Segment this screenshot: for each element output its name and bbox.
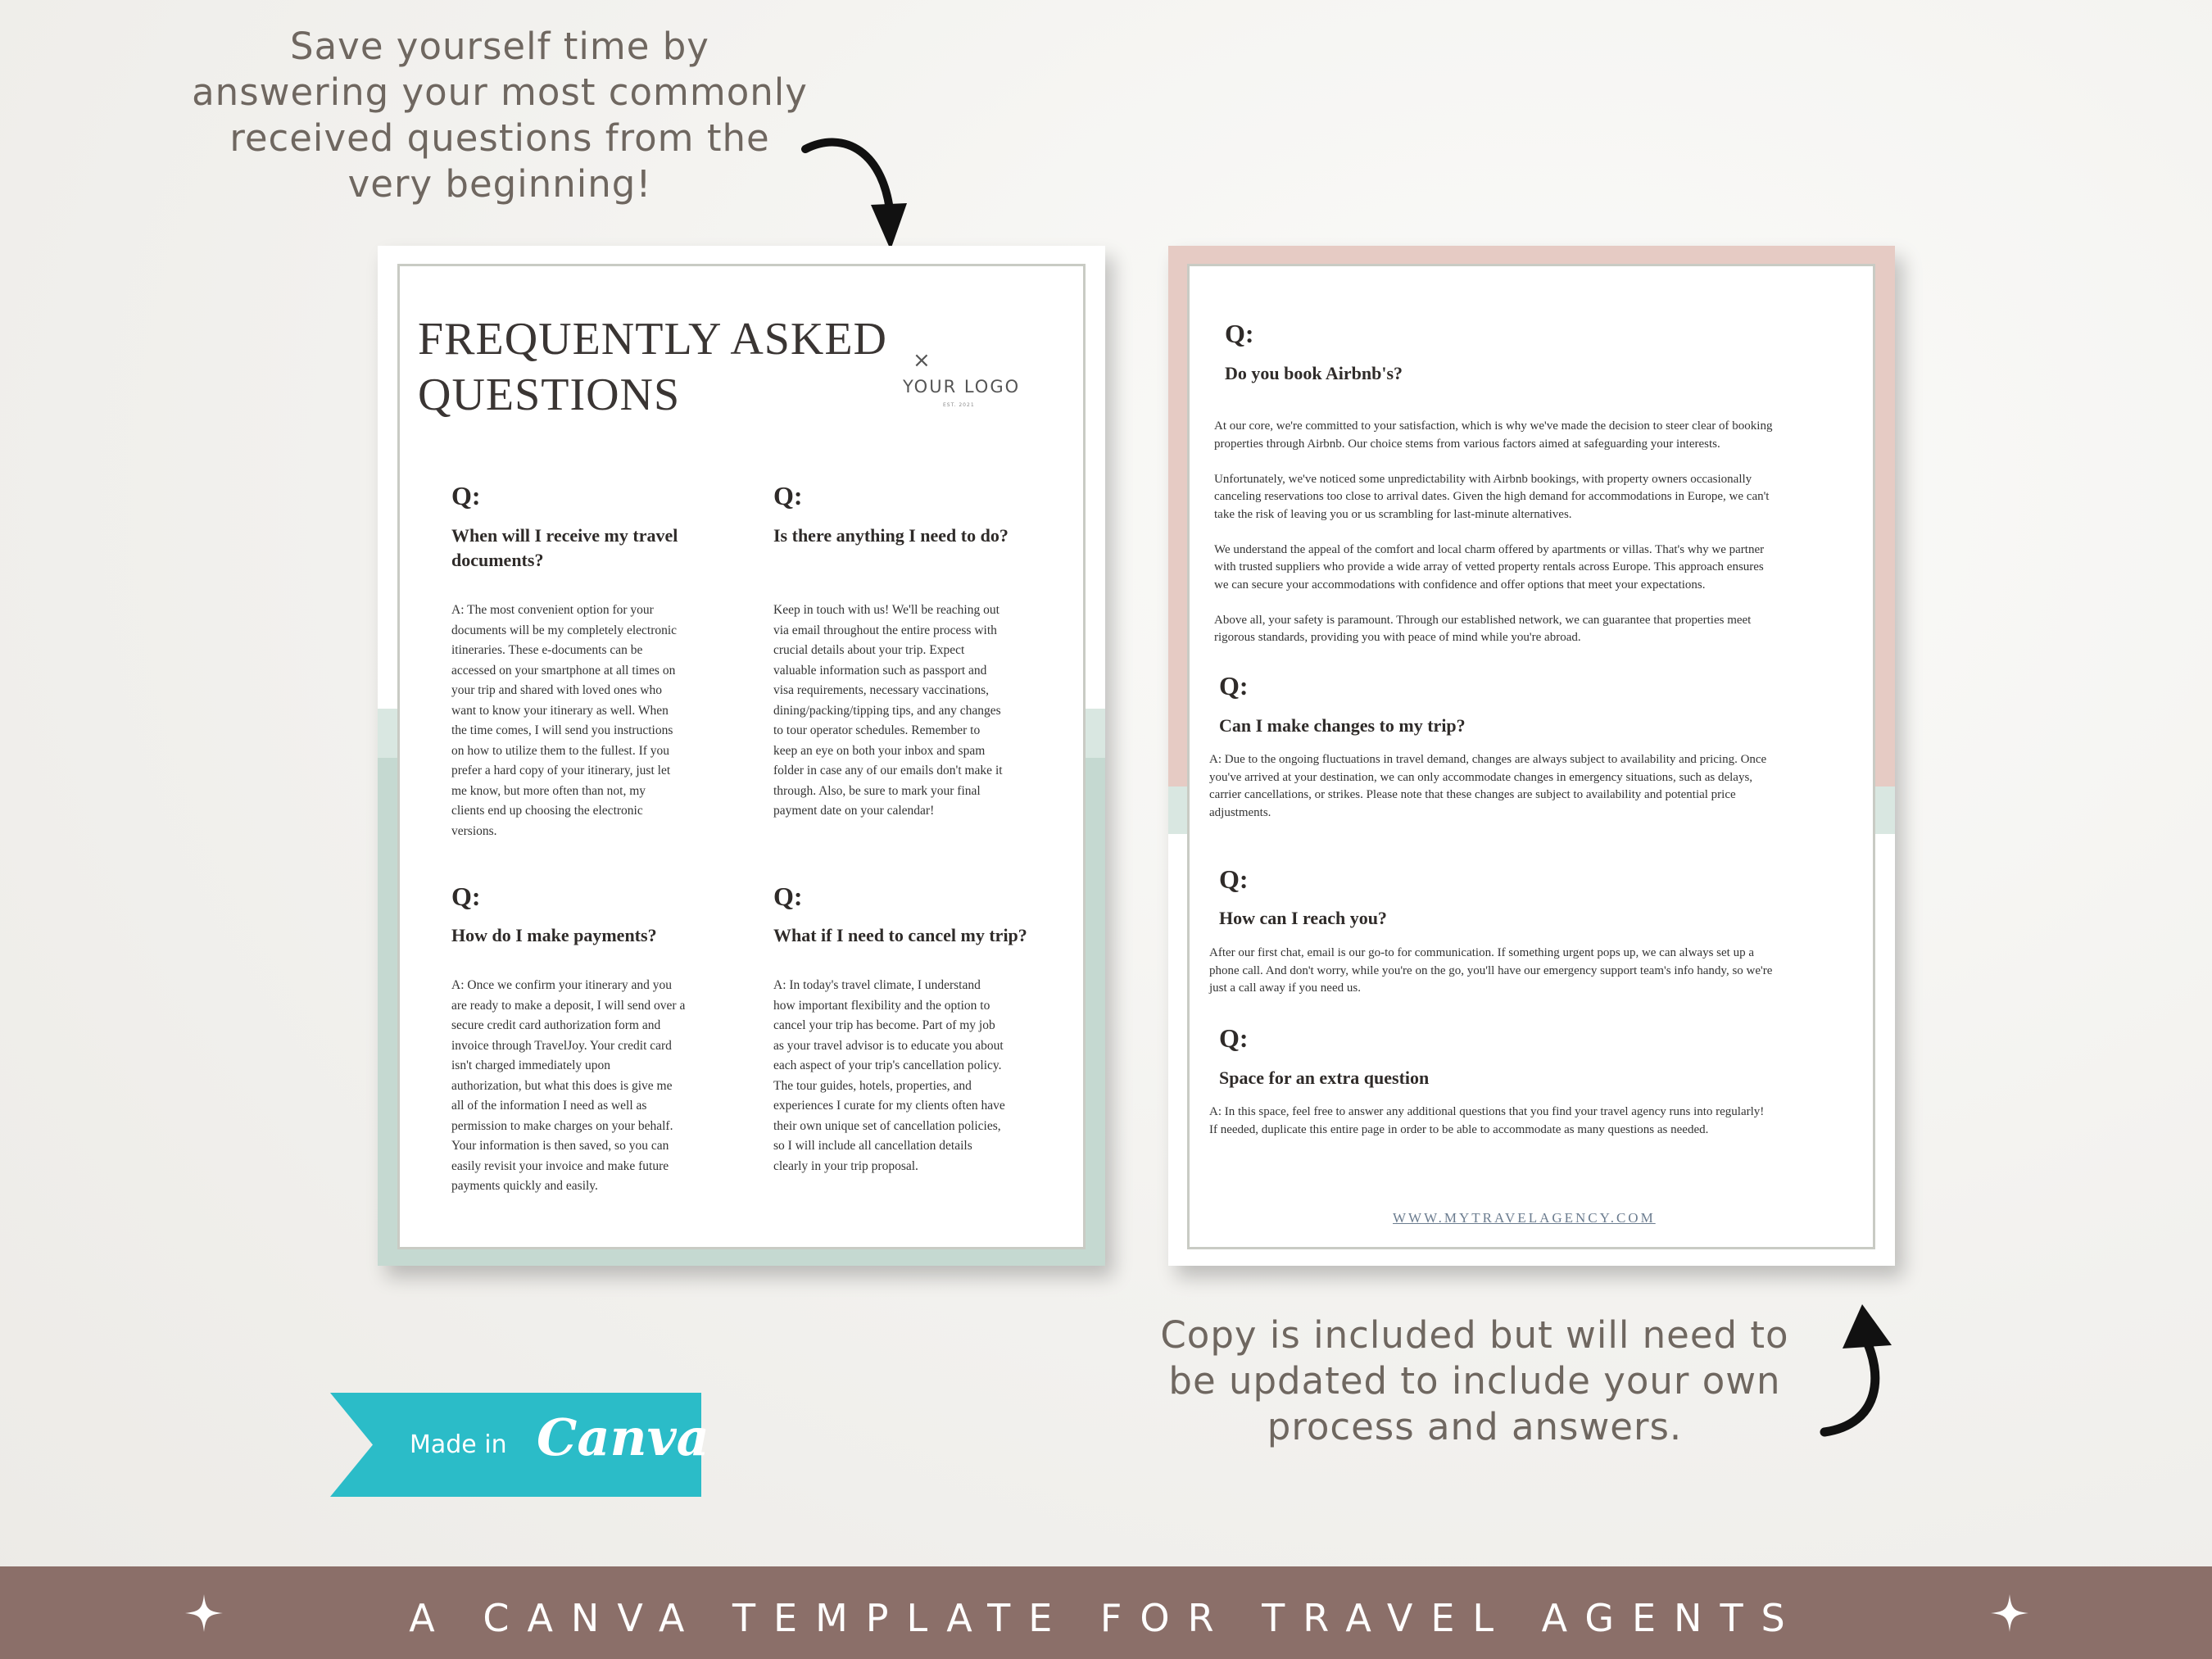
faq-question: Can I make changes to my trip?	[1219, 715, 1466, 736]
faq-question: When will I receive my travel documents?	[451, 525, 678, 570]
page-2-card	[1187, 264, 1875, 1249]
faq-question: Do you book Airbnb's?	[1225, 363, 1403, 383]
curved-arrow-down-icon	[799, 131, 913, 262]
caption-top: Save yourself time by answering your most commonly received questions from the very beginning!	[192, 25, 808, 206]
q-marker: Q:	[773, 882, 803, 911]
page-title: FREQUENTLY ASKED QUESTIONS	[418, 314, 887, 420]
footer-tagline: A CANVA TEMPLATE FOR TRAVEL AGENTS	[409, 1596, 1803, 1640]
q-marker: Q:	[1225, 319, 1254, 348]
faq-answer: A: In this space, feel free to answer any additional questions that you find your travel agency runs into regularly! If needed, duplicate this entire page in order to be able to accommodate as many questions as needed.	[1209, 1105, 1765, 1136]
faq-answer: Keep in touch with us! We'll be reaching out via email throughout the entire process with crucial details about your trip. Expect valuable information such as passport and visa requirements, necessary vaccinations, dining/packing/tipping tips, and any changes to tour operator schedules. Remember to keep an eye on both your inbox and spam folder in case any of our emails don't make it through. Also, be sure to mark your final payment date on your calendar!	[773, 603, 1003, 818]
logo-est: EST. 2021	[943, 402, 975, 408]
faq-page-2	[1168, 246, 1895, 1266]
faq-page-1	[378, 246, 1105, 1266]
logo-text: YOUR LOGO	[903, 377, 1021, 397]
faq-question: Is there anything I need to do?	[773, 525, 1009, 546]
faq-question: Space for an extra question	[1219, 1067, 1430, 1088]
q-marker: Q:	[1219, 671, 1249, 700]
q-marker: Q:	[773, 481, 803, 510]
website-link[interactable]: WWW.MYTRAVELAGENCY.COM	[1393, 1210, 1656, 1226]
logo-mark-icon: ×	[913, 348, 931, 373]
made-in-canva-badge	[330, 1393, 709, 1497]
faq-answer: A: Due to the ongoing fluctuations in travel demand, changes are always subject to availability and pricing. Once you've arrived at your destination, we can only accommodate changes in emergency situations, such as delays, carrier cancellations, or strikes. Please note that these changes are subject to availability and potential price adjustments.	[1209, 753, 1767, 819]
q-marker: Q:	[1219, 1023, 1249, 1053]
faq-answer: A: Once we confirm your itinerary and you are ready to make a deposit, I will send over a secure credit card authorization form and invoice through TravelJoy. Your credit card isn't charged immediately upon authorization, but what this does is give me all of the information I need as well as permission to make charges on your behalf. Your information is then saved, so you can easily revisit your invoice and make future payments quickly and easily.	[451, 978, 686, 1193]
canva-wordmark: Canva	[537, 1407, 709, 1467]
caption-bottom: Copy is included but will need to be updated to include your own process and answers.	[1160, 1313, 1789, 1448]
faq-answer: A: The most convenient option for your documents will be my completely electronic itineraries. These e-documents can be accessed on your smartphone at all times on your trip and shared with loved ones who want to know your itinerary as well. When the time comes, I will send you instructions on how to utilize them to the fullest. If you prefer a hard copy of your itinerary, just let me know, but more often than not, my clients end up choosing the electronic versions.	[451, 603, 678, 838]
badge-made-in: Made in	[410, 1430, 507, 1459]
page-1-card	[397, 264, 1086, 1249]
q-marker: Q:	[451, 882, 481, 911]
q-marker: Q:	[1219, 864, 1249, 894]
faq-answer: After our first chat, email is our go-to for communication. If something urgent pops up, we can always set up a phone call. And don't worry, while you're on the go, you'll have our emergency support team's info handy, so we're just a call away if you need us.	[1209, 946, 1773, 995]
curved-arrow-up-icon	[1815, 1301, 1921, 1440]
q-marker: Q:	[451, 481, 481, 510]
sparkle-icon	[1991, 1594, 2028, 1632]
faq-question: How do I make payments?	[451, 925, 657, 945]
faq-question: How can I reach you?	[1219, 908, 1387, 928]
faq-answer: At our core, we're committed to your satisfaction, which is why we've made the decision to steer clear of booking properties through Airbnb. Our choice stems from various factors aimed at safeguarding your interests. Unfortunately, we've noticed some unpredictability with Airbnb bookings, with property owners occasionally canceling reservations too close to arrival dates. Given the high demand for accommodations in Europe, we can't take the risk of leaving you or us scrambling for last-minute alternatives. We understand the appeal of the comfort and local charm offered by apartments or villas. That's why we partner with trusted suppliers who provide a wide array of vetted property rentals across Europe. This approach ensures we can secure your accommodations with confidence and offer options that meet your expectations. Above all, your safety is paramount. Through our established network, we can guarantee that properties meet rigorous standards, providing you with peace of mind while you're abroad.	[1214, 419, 1773, 644]
footer-banner	[0, 1566, 2212, 1659]
faq-question: What if I need to cancel my trip?	[773, 925, 1027, 945]
faq-answer: A: In today's travel climate, I understand how important flexibility and the option to cancel your trip has become. Part of my job as your travel advisor is to educate you about each aspect of your trip's cancellation policy. The tour guides, hotels, properties, and experiences I curate for my clients often have their own unique set of cancellation policies, so I will include all cancellation details clearly in your trip proposal.	[773, 978, 1005, 1173]
